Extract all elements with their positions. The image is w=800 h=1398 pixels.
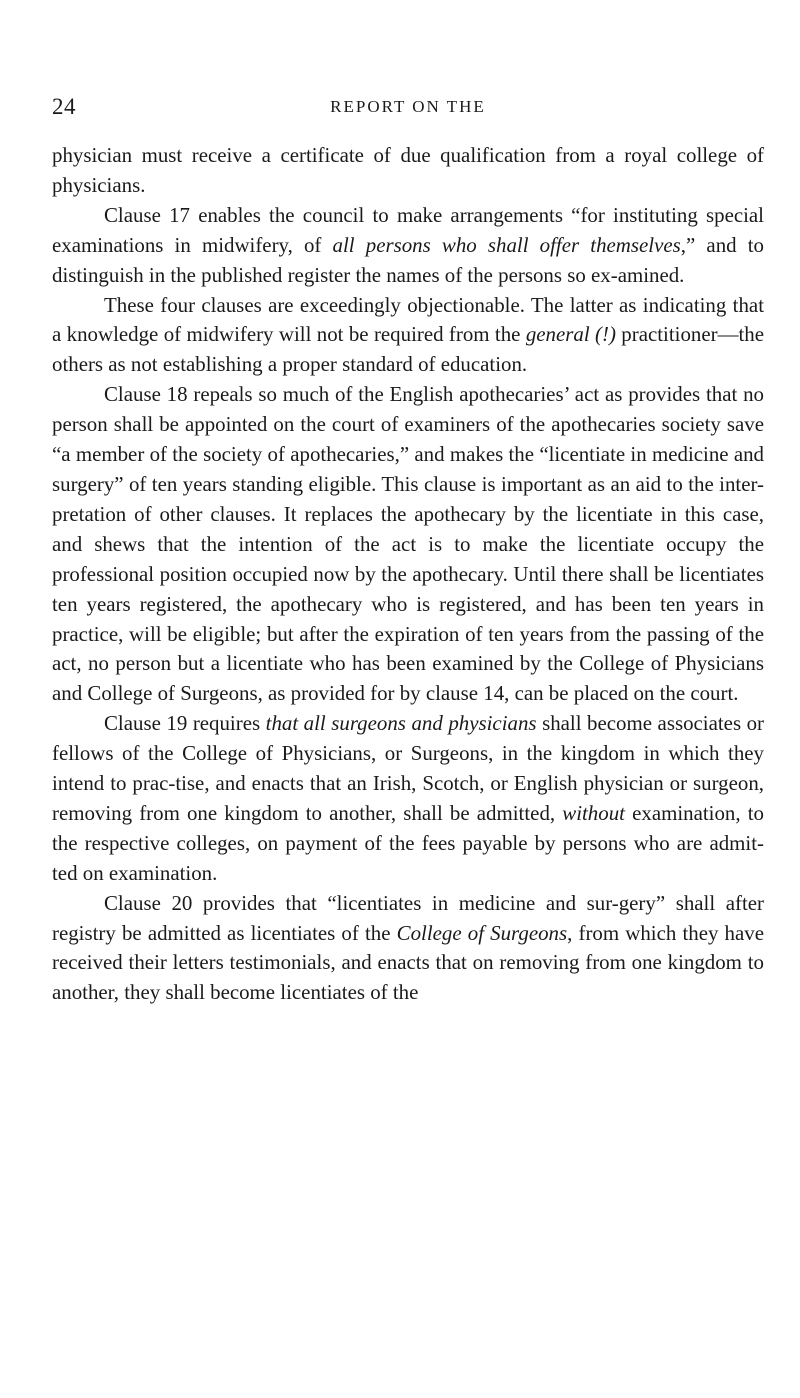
text-run: Clause 18 repeals so much of the English apothecaries’ act as provides that no person shall be appointed on the court of examiners of the apothecaries society save “a member of the society of apothecaries,” and makes the “licentiate in medicine and surgery” of ten years standing eligible. This clause is important as an aid to the inter-pretation of other clauses. It replaces the apothecary by the licentiate in this case, and shews that the intention of the act is to make the licentiate occupy the professional position occupied now by the apothecary. Until there shall be licentiates ten years registered, the apothecary who is registered, and has been ten years in practice, will be eligible; but after the expiration of ten years from the passing of the act, no person but a licentiate who has been examined by the College of Physicians and College of Surgeons, as provided for by clause 14, can be placed on the court. — [52, 382, 764, 706]
italic-text: without — [562, 800, 625, 825]
text-run: Clause 19 requires — [104, 711, 266, 736]
running-head: REPORT ON THE — [330, 97, 486, 116]
text-run: Clause 20 provides that “licentiates in medicine and sur-gery” shall after registry be admitted as licentiates of the — [52, 890, 764, 945]
text-run: Clause 17 enables the council to make arrangements “for instituting special examinations in midwifery, of — [52, 202, 764, 257]
text-run: physician must receive a certificate of due qualification from a royal college of physicians. — [52, 143, 764, 197]
text-run: , from which they have received their letters testimonials, and enacts that on removing from one kingdom to another, they shall become licentiates of the — [52, 920, 764, 1005]
body-text — [52, 141, 764, 1008]
italic-text: general (!) — [525, 322, 616, 347]
italic-text: College of Surgeons — [396, 920, 568, 945]
text-run: These four clauses are exceedingly objectionable. The latter as indicating that a knowledge of midwifery will not be required from the — [52, 292, 764, 347]
text-run: shall become associates or fellows of the College of Physicians, or Surgeons, in the kingdom in which they intend to prac-tise, and enacts that an Irish, Scotch, or English physician or surgeon, removing from one kingdom to another, shall be admitted, — [52, 711, 765, 825]
page-number: 24 — [52, 94, 76, 119]
paragraph — [52, 709, 764, 888]
page-header — [52, 94, 764, 128]
paragraph — [52, 141, 764, 201]
paragraph — [52, 380, 764, 709]
paragraph — [52, 889, 764, 1009]
text-run: examination, to the respective colleges, on payment of the fees payable by persons who are admit-ted on examination. — [52, 800, 764, 885]
italic-text: all persons who shall offer themselves — [332, 232, 681, 257]
text-run: practitioner—the others as not establishing a proper standard of education. — [52, 322, 764, 377]
paragraph — [52, 201, 764, 291]
italic-text: that all surgeons and physicians — [265, 711, 537, 736]
paragraph — [52, 291, 764, 381]
text-run: ,” and to distinguish in the published register the names of the persons so ex-amined. — [52, 232, 764, 287]
